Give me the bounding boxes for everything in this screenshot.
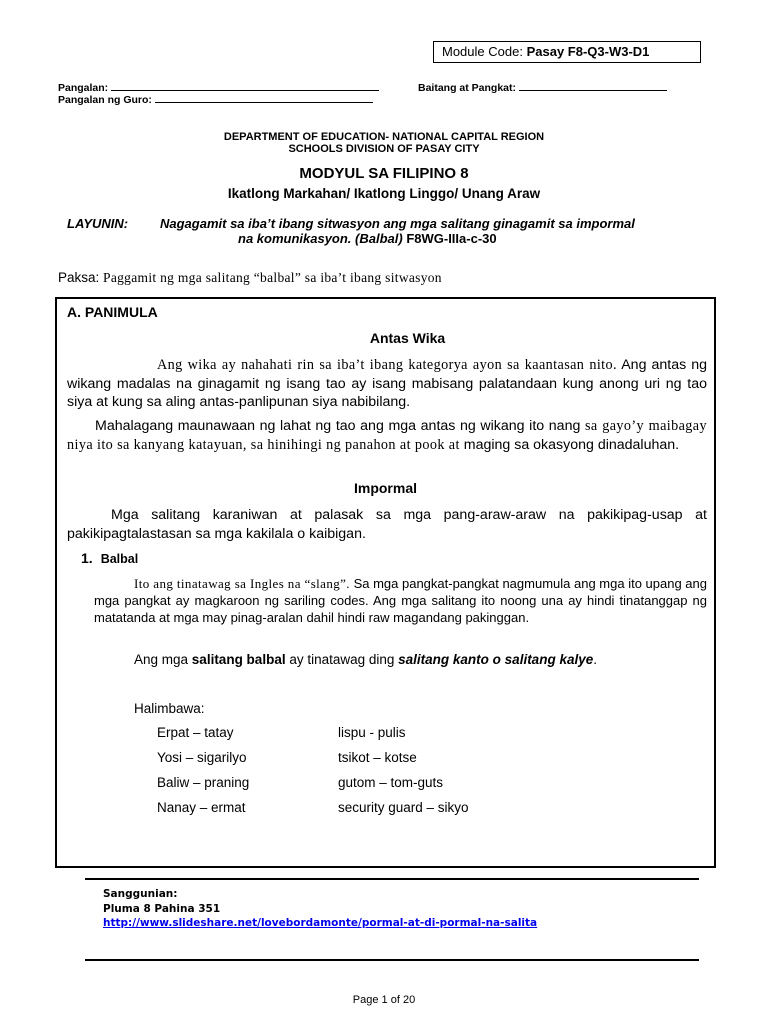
paragraph-balbal-definition xyxy=(94,575,707,626)
text-segment: Ang wika ay nahahati rin sa iba’t ibang kategorya ayon sa kaantasan nito. xyxy=(157,357,617,373)
example-row xyxy=(157,775,469,800)
objective-line-2 xyxy=(160,231,720,246)
example-word-right: gutom – tom-guts xyxy=(338,775,444,790)
paragraph-importance xyxy=(67,417,707,454)
department-heading: DEPARTMENT OF EDUCATION- NATIONAL CAPITAL REGION xyxy=(223,131,545,143)
example-word-left: Erpat – tatay xyxy=(157,725,234,740)
text-segment: maging sa okasyong dinadaluhan. xyxy=(459,436,680,453)
module-title: MODYUL SA FILIPINO 8 xyxy=(299,165,469,182)
example-row xyxy=(157,800,469,825)
examples-label: Halimbawa: xyxy=(134,701,205,716)
impormal-heading: Impormal xyxy=(353,480,417,496)
objective-line-2-italic: na komunikasyon. (Balbal) xyxy=(238,231,403,246)
source-link[interactable]: http://www.slideshare.net/lovebordamonte/pormal-at-di-pormal-na-salita xyxy=(103,917,538,929)
sources-block xyxy=(103,887,537,931)
text-segment: Ang antas ng wikang madalas na ginagamit ng isang tao ay isang mabisang palatandaan kung anong uri ng tao siya at kung sa aling antas-panlipunan siya nabibilang. xyxy=(67,357,707,410)
grade-section-field xyxy=(418,81,667,94)
paragraph-balbal-alias xyxy=(134,651,707,670)
division-heading: SCHOOLS DIVISION OF PASAY CITY xyxy=(288,143,480,155)
teacher-name-blank[interactable] xyxy=(155,93,373,103)
page-number: Page 1 of 20 xyxy=(352,994,416,1006)
text-segment: Mahalagang maunawaan ng lahat ng tao ang mga antas ng wikang ito nang xyxy=(95,418,585,434)
text-segment: Sa mga pangkat-pangkat nagmumula ang mga ito upang ang mga pangkat ay magkaroon ng sariling codes. Ang mga salitang ito noong una ay hindi tinatanggap ng matatanda at mga may pinag-aralan dahil hindi raw magandang pakinggan. xyxy=(94,576,707,625)
topic-line xyxy=(58,270,442,286)
paragraph-antas-intro xyxy=(67,356,707,412)
example-row xyxy=(157,725,469,750)
example-word-left: Yosi – sigarilyo xyxy=(157,750,247,765)
text-segment: sa gayo’y maibagay niya ito sa kanyang katayuan, sa hinihingi ng panahon at pook at xyxy=(67,418,707,453)
balbal-subheading xyxy=(81,550,138,568)
balbal-item-number: 1. xyxy=(81,550,93,566)
antas-wika-heading: Antas Wika xyxy=(369,330,446,346)
example-word-right: tsikot – kotse xyxy=(338,750,417,765)
grade-section-label: Baitang at Pangkat: xyxy=(418,82,517,94)
text-segment: ay tinatawag ding xyxy=(285,652,399,667)
example-word-right: lispu - pulis xyxy=(338,725,406,740)
objective-label: LAYUNIN: xyxy=(67,216,129,231)
grade-section-blank[interactable] xyxy=(519,81,667,91)
name-field-label: Pangalan: xyxy=(58,82,109,94)
footer-top-rule xyxy=(85,878,699,880)
footer-bottom-rule xyxy=(85,959,699,961)
module-subtitle: Ikatlong Markahan/ Ikatlong Linggo/ Unang Araw xyxy=(227,186,541,201)
text-segment: Ang mga xyxy=(134,652,192,667)
example-word-left: Nanay – ermat xyxy=(157,800,246,815)
text-segment: Ito ang tinatawag sa Ingles na “slang”. xyxy=(134,576,350,591)
text-segment: . xyxy=(593,652,597,667)
examples-table xyxy=(157,725,469,825)
objective-line-1: Nagagamit sa iba’t ibang sitwasyon ang mga salitang ginagamit sa impormal xyxy=(160,216,635,231)
balbal-item-label: Balbal xyxy=(100,552,139,566)
section-title: A. PANIMULA xyxy=(67,304,158,320)
topic-text: Paggamit ng mga salitang “balbal” sa iba’t ibang sitwasyon xyxy=(103,270,442,285)
module-code-box xyxy=(433,41,701,63)
source-book: Pluma 8 Pahina 351 xyxy=(103,902,221,915)
sources-label: Sanggunian: xyxy=(103,888,178,900)
example-word-right: security guard – sikyo xyxy=(338,800,469,815)
objective-text xyxy=(160,216,720,246)
teacher-name-field xyxy=(58,93,373,106)
text-segment: Mga salitang karaniwan at palasak sa mga pang-araw-araw na pakikipag-usap at pakikipagtalastasan sa mga kakilala o kaibigan. xyxy=(67,507,707,542)
topic-label: Paksa: xyxy=(58,270,104,285)
text-segment: salitang balbal xyxy=(191,652,286,667)
competency-code: F8WG-IIIa-c-30 xyxy=(402,231,497,246)
module-code-label: Module Code: xyxy=(442,44,523,59)
name-field-blank[interactable] xyxy=(111,81,379,91)
introduction-box xyxy=(55,297,716,868)
example-row xyxy=(157,750,469,775)
text-segment: salitang kanto o salitang kalye xyxy=(398,652,594,667)
paragraph-impormal-definition xyxy=(67,506,707,543)
example-word-left: Baliw – praning xyxy=(157,775,250,790)
module-code-value: Pasay F8-Q3-W3-D1 xyxy=(526,44,650,59)
teacher-name-label: Pangalan ng Guro: xyxy=(58,94,152,106)
